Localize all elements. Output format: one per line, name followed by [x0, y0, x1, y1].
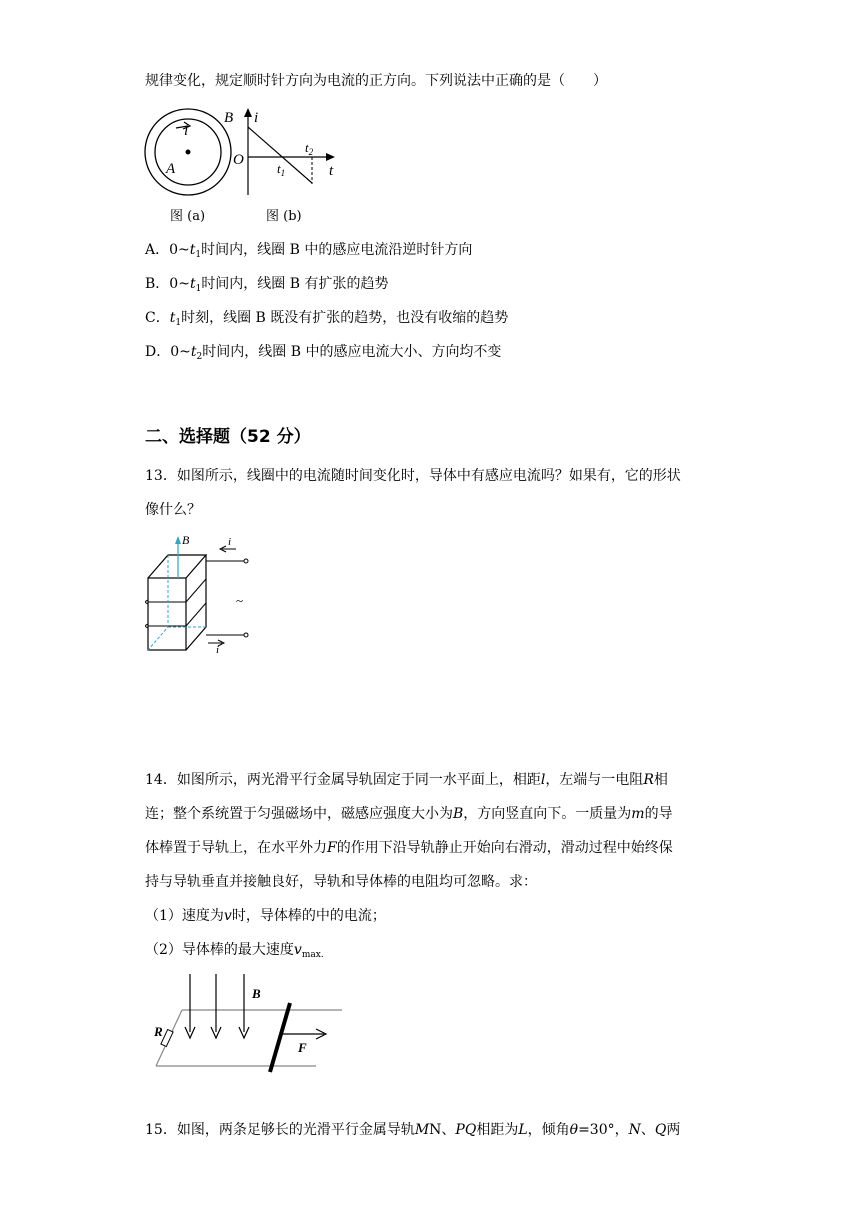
b-field-label: B: [252, 986, 261, 1001]
ac-source-tilde: ~: [236, 593, 244, 608]
q14-part-2: （2）导体棒的最大速度$v_{max.}$: [145, 942, 324, 960]
q14-line-1: 14．如图所示，两光滑平行金属导轨固定于同一水平面上，相距l，左端与一电阻R相: [145, 772, 668, 788]
q15-line-1: 15．如图，两条足够长的光滑平行金属导轨MN、PQ相距为L，倾角θ=30°，N、Q两: [145, 1122, 681, 1138]
current-label-bottom: i: [216, 644, 220, 656]
figure-13: [140, 533, 260, 658]
q14-line-2: 连；整个系统置于匀强磁场中，磁感应强度大小为B，方向竖直向下。一质量为m的导: [145, 806, 673, 822]
q13-line-1: 13．如图所示，线圈中的电流随时间变化时，导体中有感应电流吗？如果有，它的形状: [145, 468, 681, 484]
coil-figure-a: [145, 109, 233, 195]
option-a: A．$0\sim t_1$时间内，线圈 B 中的感应电流沿逆时针方向: [145, 242, 473, 260]
t1-label: $t_1$: [277, 161, 286, 178]
resistor-label: R: [154, 1024, 163, 1039]
coil-b-label: B: [224, 110, 234, 126]
force-label: F: [298, 1040, 307, 1055]
q14-part-1: （1）速度为v时，导体棒的中的电流；: [145, 908, 386, 924]
current-label-top: i: [228, 536, 232, 548]
option-c: C．$t_1$时刻，线圈 B 既没有扩张的趋势，也没有收缩的趋势: [145, 310, 509, 328]
caption-b: 图 (b): [266, 209, 302, 224]
axis-t-label: t: [329, 163, 334, 179]
current-graph-b: [233, 108, 335, 195]
origin-label: O: [233, 152, 244, 168]
q14-line-4: 持与导轨垂直并接触良好，导轨和导体棒的电阻均可忽略。求：: [145, 874, 537, 890]
section-title: 二、选择题（52 分）: [145, 427, 311, 447]
q13-line-2: 像什么？: [145, 502, 201, 518]
question-12-intro: 规律变化，规定顺时针方向为电流的正方向。下列说法中正确的是（ ）: [145, 73, 607, 89]
option-d: D．$0\sim t_2$时间内，线圈 B 中的感应电流大小、方向均不变: [145, 344, 502, 362]
t2-label: $t_2$: [305, 140, 314, 157]
figure-14: [140, 972, 360, 1077]
coil-current-label: i: [184, 123, 189, 139]
axis-i-label: i: [254, 110, 259, 126]
coil-a-label: A: [166, 161, 176, 177]
caption-a: 图 (a): [170, 209, 206, 224]
b-field-label: B: [182, 533, 190, 547]
q14-line-3: 体棒置于导轨上，在水平外力F的作用下沿导轨静止开始向右滑动，滑动过程中始终保: [145, 840, 673, 856]
option-b: B．$0\sim t_1$时间内，线圈 B 有扩张的趋势: [145, 276, 389, 294]
